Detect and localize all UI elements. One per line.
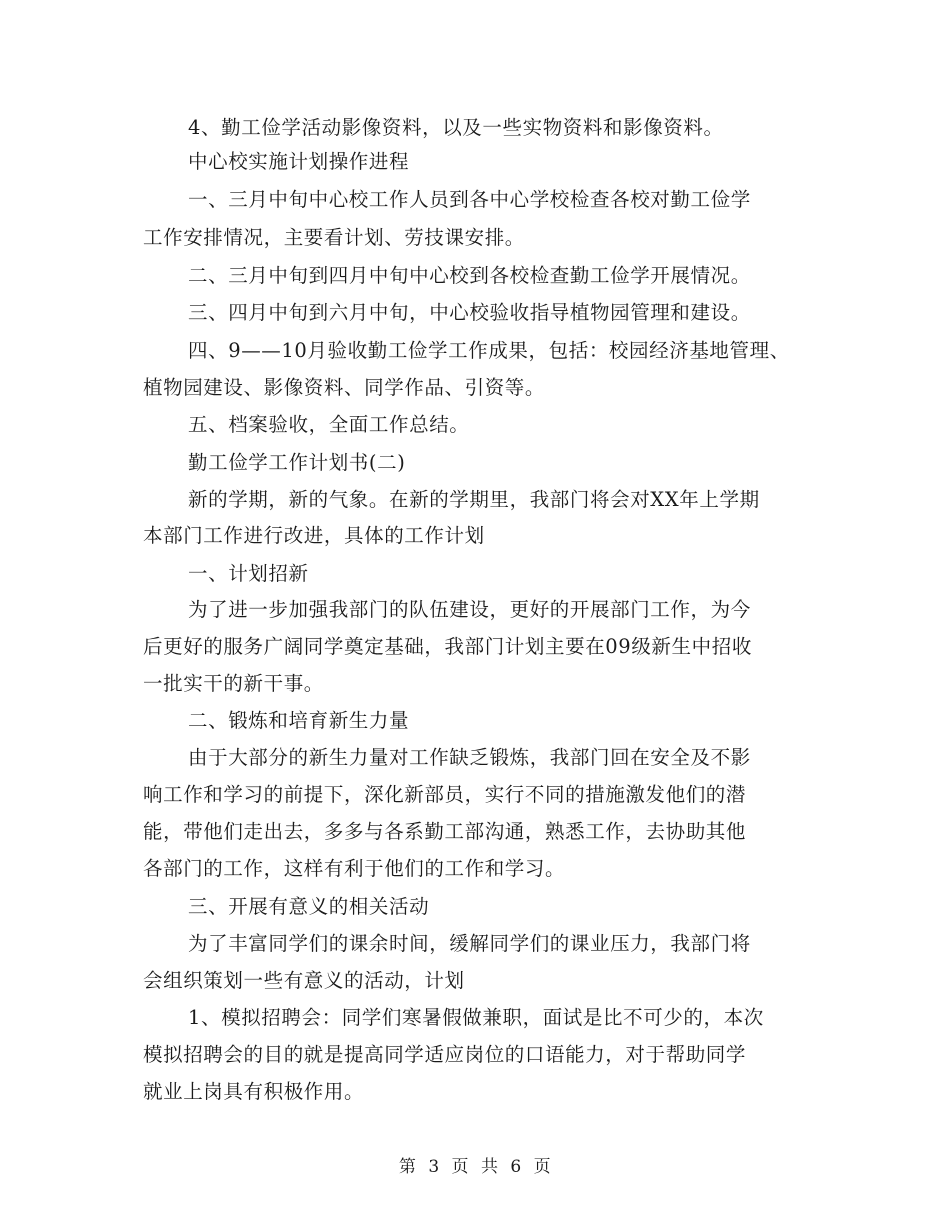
- text-line: 植物园建设、影像资料、同学作品、引资等。: [143, 376, 546, 399]
- text-line: 一、三月中旬中心校工作人员到各中心学校检查各校对勤工俭学: [188, 188, 751, 211]
- text-line: 响工作和学习的前提下，深化新部员，实行不同的措施激发他们的潜: [143, 783, 747, 806]
- section-heading: 三、开展有意义的相关活动: [188, 895, 430, 918]
- text-line: 后更好的服务广阔同学奠定基础，我部门计划主要在09级新生中招收: [143, 635, 752, 658]
- text-line: 1、模拟招聘会：同学们寒暑假做兼职，面试是比不可少的，本次: [188, 1006, 764, 1029]
- text-line: 二、三月中旬到四月中旬中心校到各校检查勤工俭学开展情况。: [188, 264, 751, 287]
- text-line: 各部门的工作，这样有利于他们的工作和学习。: [143, 857, 566, 880]
- text-line: 就业上岗具有积极作用。: [143, 1080, 365, 1103]
- section-heading: 中心校实施计划操作进程: [188, 150, 410, 173]
- text-line: 会组织策划一些有意义的活动，计划: [143, 969, 465, 992]
- text-line: 本部门工作进行改进，具体的工作计划: [143, 524, 485, 547]
- text-line: 三、四月中旬到六月中旬，中心校验收指导植物园管理和建设。: [188, 301, 751, 324]
- text-line: 新的学期，新的气象。在新的学期里，我部门将会对XX年上学期: [188, 488, 760, 511]
- text-line: 一批实干的新干事。: [143, 672, 324, 695]
- text-line: 四、9——10月验收勤工俭学工作成果，包括：校园经济基地管理、: [188, 339, 790, 362]
- text-line: 工作安排情况，主要看计划、劳技课安排。: [143, 226, 525, 249]
- page-number-footer: 第 3 页 共 6 页: [398, 1157, 552, 1177]
- text-line: 能，带他们走出去，多多与各系勤工部沟通，熟悉工作，去协助其他: [143, 820, 747, 843]
- text-line: 五、档案验收，全面工作总结。: [188, 413, 470, 436]
- text-line: 由于大部分的新生力量对工作缺乏锻炼，我部门回在安全及不影: [188, 746, 751, 769]
- section-heading: 一、计划招新: [188, 562, 309, 585]
- section-heading: 二、锻炼和培育新生力量: [188, 709, 410, 732]
- text-line: 为了进一步加强我部门的队伍建设，更好的开展部门工作，为今: [188, 598, 751, 621]
- text-line: 为了丰富同学们的课余时间，缓解同学们的课业压力，我部门将: [188, 932, 751, 955]
- document-title: 勤工俭学工作计划书(二): [188, 451, 406, 474]
- text-line: 4、勤工俭学活动影像资料，以及一些实物资料和影像资料。: [188, 116, 724, 139]
- text-line: 模拟招聘会的目的就是提高同学适应岗位的口语能力，对于帮助同学: [143, 1043, 747, 1066]
